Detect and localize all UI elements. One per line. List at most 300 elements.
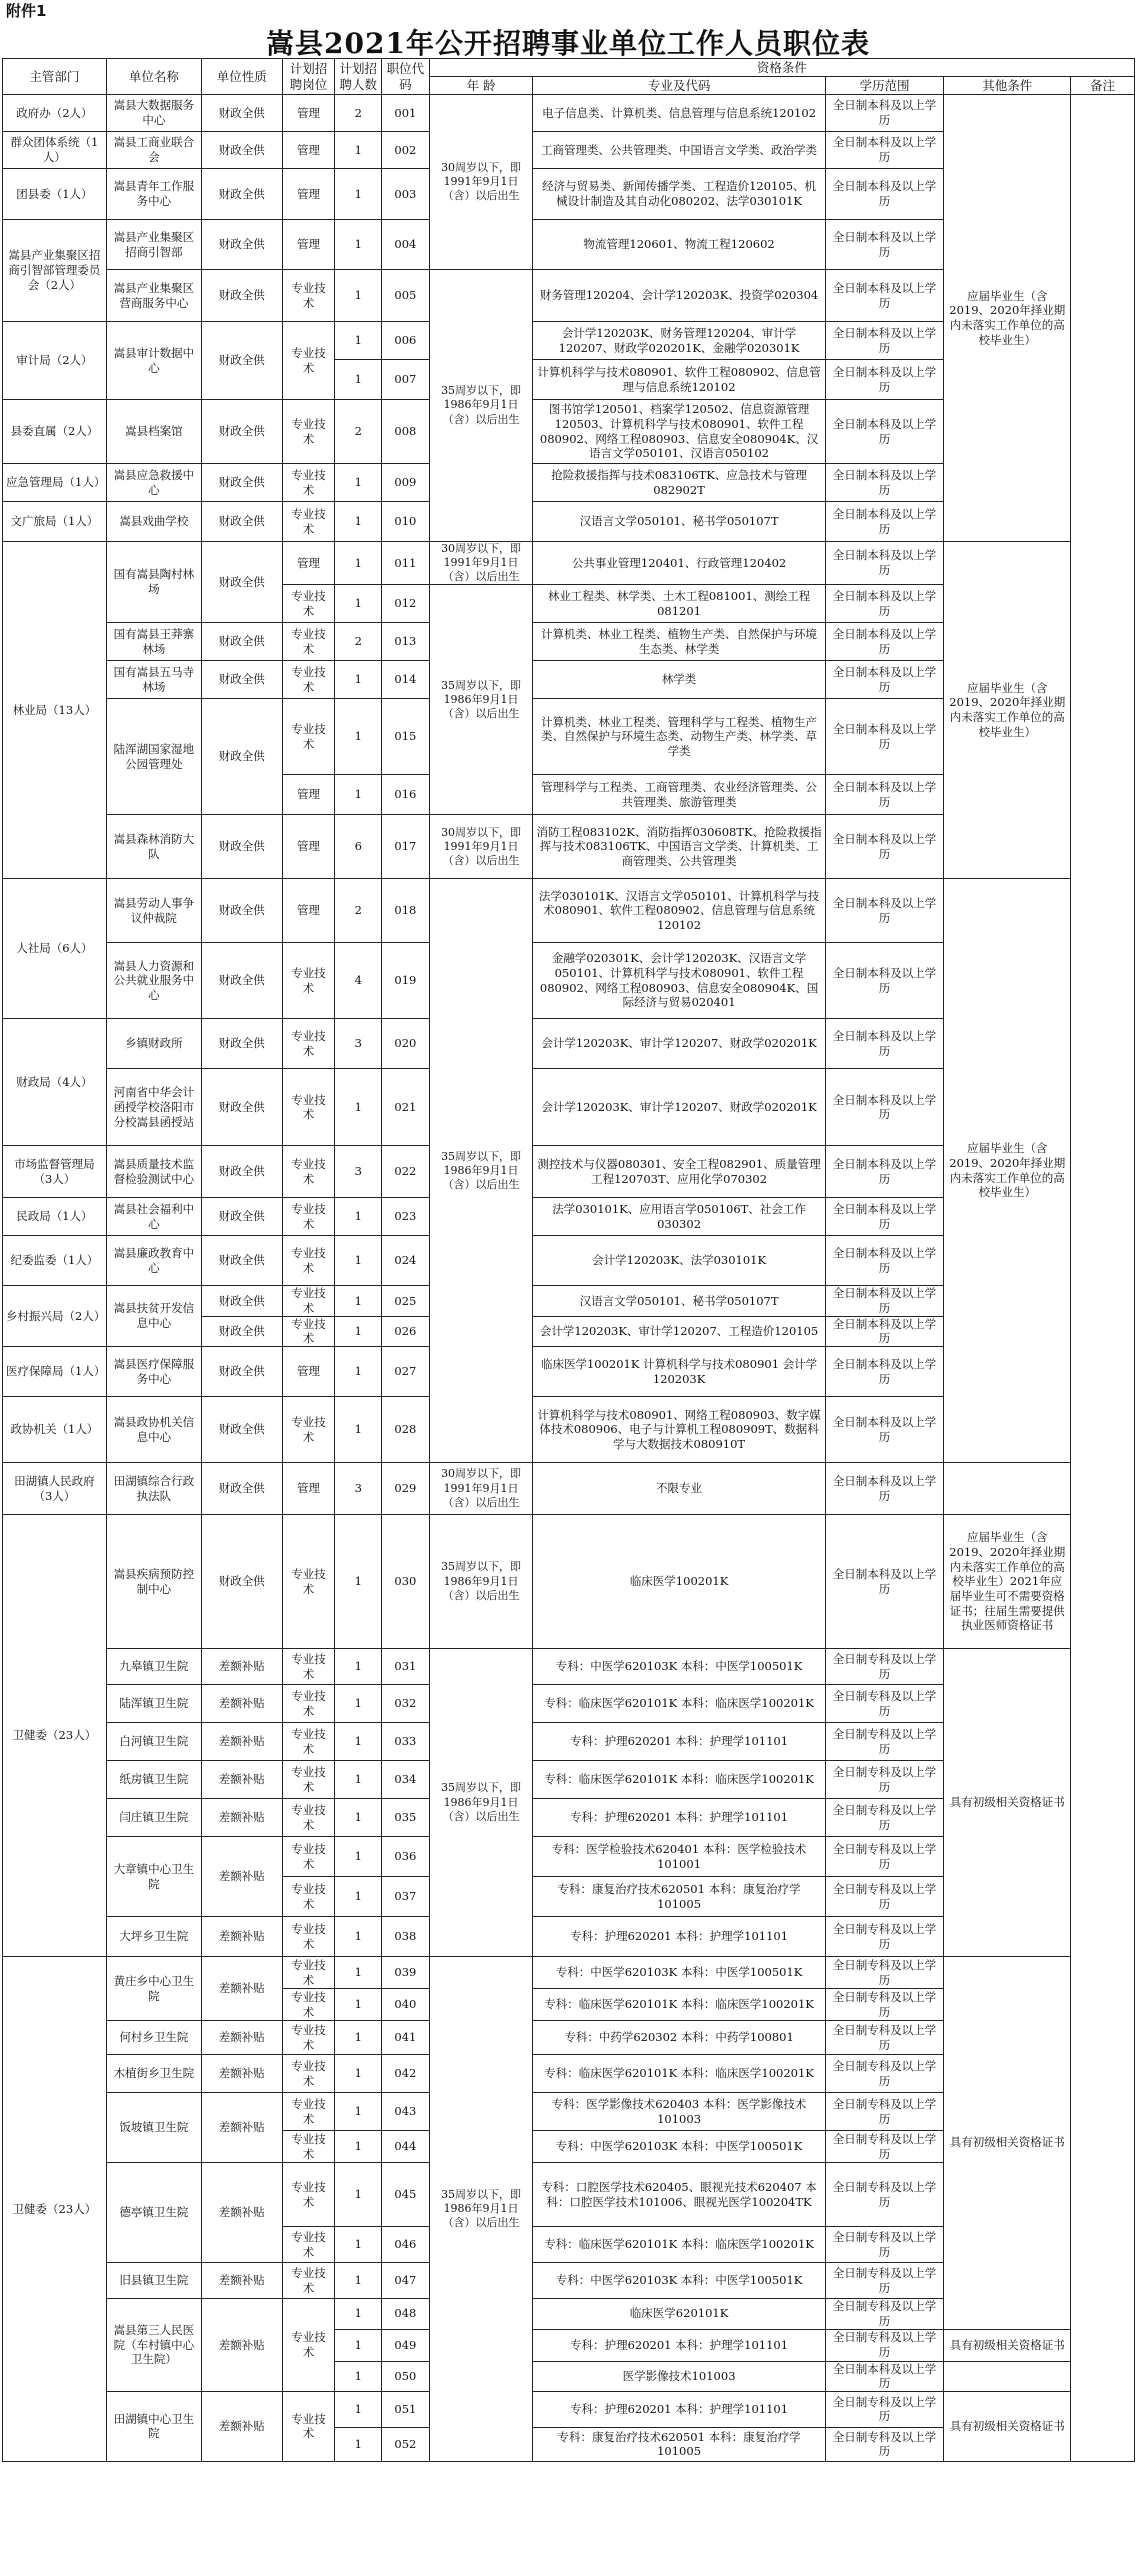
count-cell: 1 [335, 1877, 382, 1917]
dept-cell: 市场监督管理局（3人） [3, 1146, 107, 1198]
code-cell: 041 [382, 2021, 430, 2055]
count-cell: 1 [335, 360, 382, 400]
code-cell: 003 [382, 169, 430, 220]
unit-cell: 何村乡卫生院 [106, 2021, 201, 2055]
nature-cell: 差额补贴 [202, 2055, 282, 2093]
unit-cell: 旧县镇卫生院 [106, 2263, 201, 2299]
post-cell: 专业技术 [282, 1837, 335, 1877]
dept-cell: 群众团体系统（1人） [3, 132, 107, 169]
major-cell: 经济与贸易类、新闻传播学类、工程造价120105、机械设计制造及其自动化080202、法学030101K [533, 169, 825, 220]
nature-cell: 差额补贴 [202, 1799, 282, 1837]
post-cell: 专业技术 [282, 464, 335, 502]
nature-cell: 差额补贴 [202, 2021, 282, 2055]
edu-cell: 全日制专科及以上学历 [825, 2227, 944, 2263]
age-cell: 30周岁以下，即1991年9月1日（含）以后出生 [429, 1463, 533, 1515]
edu-cell: 全日制本科及以上学历 [825, 502, 944, 542]
nature-cell: 财政全供 [202, 464, 282, 502]
code-cell: 021 [382, 1069, 430, 1146]
note-cell [1071, 95, 1135, 2462]
dept-cell: 民政局（1人） [3, 1198, 107, 1236]
edu-cell: 全日制本科及以上学历 [825, 95, 944, 132]
count-cell: 1 [335, 1286, 382, 1316]
code-cell: 022 [382, 1146, 430, 1198]
code-cell: 030 [382, 1515, 430, 1649]
code-cell: 044 [382, 2131, 430, 2163]
nature-cell: 差额补贴 [202, 1917, 282, 1957]
header-edu: 学历范围 [825, 77, 944, 95]
nature-cell: 财政全供 [202, 1347, 282, 1397]
post-cell: 专业技术 [282, 1877, 335, 1917]
post-cell: 专业技术 [282, 1069, 335, 1146]
age-cell: 35周岁以下，即1986年9月1日（含）以后出生 [429, 1649, 533, 1957]
unit-cell: 嵩县产业集聚区招商引智部 [106, 220, 201, 270]
code-cell: 020 [382, 1019, 430, 1069]
count-cell: 2 [335, 623, 382, 661]
major-cell: 专科：医学影像技术620403 本科：医学影像技术101003 [533, 2093, 825, 2131]
unit-cell: 嵩县森林消防大队 [106, 815, 201, 879]
header-nature: 单位性质 [202, 59, 282, 95]
dept-cell: 文广旅局（1人） [3, 502, 107, 542]
edu-cell: 全日制本科及以上学历 [825, 169, 944, 220]
code-cell: 040 [382, 1989, 430, 2021]
unit-cell: 嵩县质量技术监督检验测试中心 [106, 1146, 201, 1198]
code-cell: 009 [382, 464, 430, 502]
edu-cell: 全日制本科及以上学历 [825, 542, 944, 585]
nature-cell: 财政全供 [202, 699, 282, 815]
post-cell: 专业技术 [282, 1761, 335, 1799]
edu-cell: 全日制本科及以上学历 [825, 943, 944, 1019]
dept-cell: 嵩县产业集聚区招商引智部管理委员会（2人） [3, 220, 107, 322]
nature-cell: 财政全供 [202, 1463, 282, 1515]
count-cell: 1 [335, 1957, 382, 1989]
count-cell: 1 [335, 270, 382, 322]
dept-cell: 县委直属（2人） [3, 400, 107, 464]
major-cell: 计算机科学与技术080901、网络工程080903、数字媒体技术080906、电子与计算机工程080909T、数据科学与大数据技术080910T [533, 1397, 825, 1463]
count-cell: 6 [335, 815, 382, 879]
major-cell: 不限专业 [533, 1463, 825, 1515]
major-cell: 专科：康复治疗技术620501 本科：康复治疗学101005 [533, 1877, 825, 1917]
count-cell: 1 [335, 2361, 382, 2391]
count-cell: 1 [335, 775, 382, 815]
unit-cell: 嵩县劳动人事争议仲裁院 [106, 879, 201, 943]
count-cell: 1 [335, 2227, 382, 2263]
edu-cell: 全日制本科及以上学历 [825, 322, 944, 360]
major-cell: 专科：中药学620302 本科：中药学100801 [533, 2021, 825, 2055]
edu-cell: 全日制专科及以上学历 [825, 1761, 944, 1799]
post-cell: 专业技术 [282, 322, 335, 400]
code-cell: 008 [382, 400, 430, 464]
count-cell: 1 [335, 1649, 382, 1685]
unit-cell: 田湖镇综合行政执法队 [106, 1463, 201, 1515]
edu-cell: 全日制专科及以上学历 [825, 2263, 944, 2299]
count-cell: 1 [335, 502, 382, 542]
count-cell: 1 [335, 2329, 382, 2361]
major-cell: 汉语言文学050101、秘书学050107T [533, 502, 825, 542]
count-cell: 1 [335, 2131, 382, 2163]
dept-cell: 应急管理局（1人） [3, 464, 107, 502]
count-cell: 1 [335, 542, 382, 585]
code-cell: 023 [382, 1198, 430, 1236]
major-cell: 财务管理120204、会计学120203K、投资学020304 [533, 270, 825, 322]
major-cell: 林业工程类、林学类、土木工程081001、测绘工程081201 [533, 585, 825, 623]
count-cell: 1 [335, 1397, 382, 1463]
code-cell: 012 [382, 585, 430, 623]
major-cell: 专科：中医学620103K 本科：中医学100501K [533, 1957, 825, 1989]
major-cell: 专科：临床医学620101K 本科：临床医学100201K [533, 1761, 825, 1799]
unit-cell: 嵩县社会福利中心 [106, 1198, 201, 1236]
count-cell: 1 [335, 661, 382, 699]
code-cell: 014 [382, 661, 430, 699]
post-cell: 专业技术 [282, 1515, 335, 1649]
unit-cell: 木植街乡卫生院 [106, 2055, 201, 2093]
nature-cell: 差额补贴 [202, 2299, 282, 2392]
count-cell: 1 [335, 1236, 382, 1286]
post-cell: 专业技术 [282, 1957, 335, 1989]
major-cell: 专科：临床医学620101K 本科：临床医学100201K [533, 2055, 825, 2093]
unit-cell: 国有嵩县王莽寨林场 [106, 623, 201, 661]
count-cell: 1 [335, 2391, 382, 2427]
post-cell: 专业技术 [282, 1316, 335, 1346]
nature-cell: 差额补贴 [202, 2163, 282, 2263]
age-cell: 35周岁以下，即1986年9月1日（含）以后出生 [429, 1957, 533, 2462]
post-cell: 专业技术 [282, 1286, 335, 1316]
nature-cell: 财政全供 [202, 1236, 282, 1286]
code-cell: 011 [382, 542, 430, 585]
other-cell: 应届毕业生（含2019、2020年择业期内未落实工作单位的高校毕业生） [944, 879, 1071, 1463]
count-cell: 2 [335, 400, 382, 464]
major-cell: 公共事业管理120401、行政管理120402 [533, 542, 825, 585]
major-cell: 会计学120203K、审计学120207、财政学020201K [533, 1019, 825, 1069]
nature-cell: 财政全供 [202, 1146, 282, 1198]
dept-cell: 林业局（13人） [3, 542, 107, 879]
code-cell: 032 [382, 1685, 430, 1723]
code-cell: 010 [382, 502, 430, 542]
post-cell: 管理 [282, 1463, 335, 1515]
dept-cell: 政协机关（1人） [3, 1397, 107, 1463]
nature-cell: 财政全供 [202, 400, 282, 464]
nature-cell: 差额补贴 [202, 2263, 282, 2299]
edu-cell: 全日制本科及以上学历 [825, 1347, 944, 1397]
edu-cell: 全日制本科及以上学历 [825, 1316, 944, 1346]
count-cell: 1 [335, 585, 382, 623]
code-cell: 048 [382, 2299, 430, 2329]
edu-cell: 全日制本科及以上学历 [825, 400, 944, 464]
post-cell: 专业技术 [282, 270, 335, 322]
major-cell: 物流管理120601、物流工程120602 [533, 220, 825, 270]
unit-cell: 白河镇卫生院 [106, 1723, 201, 1761]
nature-cell: 差额补贴 [202, 1957, 282, 2021]
count-cell: 4 [335, 943, 382, 1019]
major-cell: 管理科学与工程类、工商管理类、农业经济管理类、公共管理类、旅游管理类 [533, 775, 825, 815]
nature-cell: 财政全供 [202, 661, 282, 699]
post-cell: 专业技术 [282, 623, 335, 661]
unit-cell: 田湖镇中心卫生院 [106, 2391, 201, 2461]
age-cell: 35周岁以下，即1986年9月1日（含）以后出生 [429, 1515, 533, 1649]
age-cell: 35周岁以下，即1986年9月1日（含）以后出生 [429, 270, 533, 542]
post-cell: 专业技术 [282, 400, 335, 464]
header-age: 年 龄 [429, 77, 533, 95]
count-cell: 1 [335, 1761, 382, 1799]
code-cell: 016 [382, 775, 430, 815]
count-cell: 1 [335, 1515, 382, 1649]
code-cell: 037 [382, 1877, 430, 1917]
unit-cell: 嵩县工商业联合会 [106, 132, 201, 169]
other-cell: 应届毕业生（含2019、2020年择业期内未落实工作单位的高校毕业生） [944, 542, 1071, 879]
age-cell: 30周岁以下，即1991年9月1日（含）以后出生 [429, 542, 533, 585]
major-cell: 计算机类、林业工程类、植物生产类、自然保护与环境生态类、林学类 [533, 623, 825, 661]
major-cell: 专科：临床医学620101K 本科：临床医学100201K [533, 2227, 825, 2263]
count-cell: 1 [335, 1723, 382, 1761]
code-cell: 034 [382, 1761, 430, 1799]
post-cell: 专业技术 [282, 1649, 335, 1685]
code-cell: 005 [382, 270, 430, 322]
major-cell: 临床医学100201K [533, 1515, 825, 1649]
post-cell: 专业技术 [282, 1723, 335, 1761]
count-cell: 1 [335, 2021, 382, 2055]
edu-cell: 全日制专科及以上学历 [825, 1989, 944, 2021]
count-cell: 1 [335, 322, 382, 360]
unit-cell: 纸房镇卫生院 [106, 1761, 201, 1799]
edu-cell: 全日制专科及以上学历 [825, 2055, 944, 2093]
edu-cell: 全日制专科及以上学历 [825, 1723, 944, 1761]
post-cell: 专业技术 [282, 1019, 335, 1069]
major-cell: 电子信息类、计算机类、信息管理与信息系统120102 [533, 95, 825, 132]
nature-cell: 财政全供 [202, 1286, 282, 1316]
unit-cell: 嵩县应急救援中心 [106, 464, 201, 502]
post-cell: 管理 [282, 132, 335, 169]
count-cell: 1 [335, 1069, 382, 1146]
edu-cell: 全日制专科及以上学历 [825, 2163, 944, 2227]
unit-cell: 德亭镇卫生院 [106, 2163, 201, 2263]
edu-cell: 全日制本科及以上学历 [825, 220, 944, 270]
code-cell: 050 [382, 2361, 430, 2391]
code-cell: 028 [382, 1397, 430, 1463]
dept-cell: 卫健委（23人） [3, 1515, 107, 1957]
edu-cell: 全日制专科及以上学历 [825, 1649, 944, 1685]
code-cell: 004 [382, 220, 430, 270]
unit-cell: 陆浑湖国家湿地公园管理处 [106, 699, 201, 815]
major-cell: 会计学120203K、法学030101K [533, 1236, 825, 1286]
code-cell: 024 [382, 1236, 430, 1286]
major-cell: 专科：口腔医学技术620405、眼视光技术620407 本科：口腔医学技术101006、眼视光医学100204TK [533, 2163, 825, 2227]
code-cell: 043 [382, 2093, 430, 2131]
major-cell: 林学类 [533, 661, 825, 699]
post-cell: 专业技术 [282, 1799, 335, 1837]
code-cell: 047 [382, 2263, 430, 2299]
unit-cell: 国有嵩县陶村林场 [106, 542, 201, 623]
code-cell: 042 [382, 2055, 430, 2093]
code-cell: 015 [382, 699, 430, 775]
count-cell: 3 [335, 1019, 382, 1069]
header-dept: 主管部门 [3, 59, 107, 95]
code-cell: 046 [382, 2227, 430, 2263]
dept-cell: 审计局（2人） [3, 322, 107, 400]
code-cell: 002 [382, 132, 430, 169]
dept-cell: 乡村振兴局（2人） [3, 1286, 107, 1347]
code-cell: 039 [382, 1957, 430, 1989]
unit-cell: 饭坡镇卫生院 [106, 2093, 201, 2163]
major-cell: 计算机科学与技术080901、软件工程080902、信息管理与信息系统120102 [533, 360, 825, 400]
major-cell: 计算机类、林业工程类、管理科学与工程类、植物生产类、自然保护与环境生态类、动物生产类、林学类、草学类 [533, 699, 825, 775]
unit-cell: 大章镇中心卫生院 [106, 1837, 201, 1917]
count-cell: 1 [335, 1799, 382, 1837]
major-cell: 工商管理类、公共管理类、中国语言文学类、政治学类 [533, 132, 825, 169]
dept-cell: 财政局（4人） [3, 1019, 107, 1146]
unit-cell: 嵩县产业集聚区营商服务中心 [106, 270, 201, 322]
nature-cell: 差额补贴 [202, 2093, 282, 2163]
post-cell: 专业技术 [282, 2093, 335, 2131]
code-cell: 026 [382, 1316, 430, 1346]
nature-cell: 差额补贴 [202, 1837, 282, 1917]
code-cell: 051 [382, 2391, 430, 2427]
code-cell: 031 [382, 1649, 430, 1685]
nature-cell: 财政全供 [202, 1515, 282, 1649]
major-cell: 专科：中医学620103K 本科：中医学100501K [533, 2131, 825, 2163]
count-cell: 2 [335, 879, 382, 943]
major-cell: 专科：临床医学620101K 本科：临床医学100201K [533, 1685, 825, 1723]
major-cell: 专科：护理620201 本科：护理学101101 [533, 2391, 825, 2427]
nature-cell: 财政全供 [202, 95, 282, 132]
count-cell: 1 [335, 2263, 382, 2299]
nature-cell: 财政全供 [202, 1397, 282, 1463]
edu-cell: 全日制本科及以上学历 [825, 699, 944, 775]
count-cell: 1 [335, 699, 382, 775]
count-cell: 1 [335, 132, 382, 169]
count-cell: 3 [335, 1146, 382, 1198]
post-cell: 专业技术 [282, 1146, 335, 1198]
nature-cell: 财政全供 [202, 220, 282, 270]
header-qual: 资格条件 [429, 59, 1134, 77]
major-cell: 法学030101K、应用语言学050106T、社会工作030302 [533, 1198, 825, 1236]
major-cell: 金融学020301K、会计学120203K、汉语言文学050101、计算机科学与技术080901、软件工程080902、网络工程080903、信息安全080904K、国际经济与贸易020401 [533, 943, 825, 1019]
count-cell: 1 [335, 2299, 382, 2329]
edu-cell: 全日制本科及以上学历 [825, 815, 944, 879]
unit-cell: 嵩县扶贫开发信息中心 [106, 1286, 201, 1347]
edu-cell: 全日制本科及以上学历 [825, 1198, 944, 1236]
edu-cell: 全日制本科及以上学历 [825, 585, 944, 623]
major-cell: 专科：护理620201 本科：护理学101101 [533, 1799, 825, 1837]
nature-cell: 财政全供 [202, 815, 282, 879]
age-cell: 35周岁以下，即1986年9月1日（含）以后出生 [429, 585, 533, 815]
header-unit: 单位名称 [106, 59, 201, 95]
unit-cell: 嵩县政协机关信息中心 [106, 1397, 201, 1463]
nature-cell: 财政全供 [202, 943, 282, 1019]
nature-cell: 差额补贴 [202, 1649, 282, 1685]
major-cell: 消防工程083102K、消防指挥030608TK、抢险救援指挥与技术083106TK、中国语言文学类、计算机类、工商管理类、公共管理类 [533, 815, 825, 879]
edu-cell: 全日制本科及以上学历 [825, 661, 944, 699]
age-cell: 35周岁以下，即1986年9月1日（含）以后出生 [429, 879, 533, 1463]
major-cell: 专科：中医学620103K 本科：中医学100501K [533, 1649, 825, 1685]
code-cell: 013 [382, 623, 430, 661]
post-cell: 管理 [282, 775, 335, 815]
count-cell: 1 [335, 1198, 382, 1236]
post-cell: 专业技术 [282, 585, 335, 623]
nature-cell: 差额补贴 [202, 1685, 282, 1723]
major-cell: 专科：护理620201 本科：护理学101101 [533, 2329, 825, 2361]
dept-cell: 田湖镇人民政府（3人） [3, 1463, 107, 1515]
nature-cell: 财政全供 [202, 879, 282, 943]
post-cell: 管理 [282, 95, 335, 132]
post-cell: 管理 [282, 1347, 335, 1397]
major-cell: 会计学120203K、审计学120207、工程造价120105 [533, 1316, 825, 1346]
post-cell: 专业技术 [282, 1198, 335, 1236]
edu-cell: 全日制专科及以上学历 [825, 1837, 944, 1877]
nature-cell: 差额补贴 [202, 1723, 282, 1761]
edu-cell: 全日制本科及以上学历 [825, 1236, 944, 1286]
code-cell: 017 [382, 815, 430, 879]
edu-cell: 全日制本科及以上学历 [825, 2361, 944, 2391]
post-cell: 专业技术 [282, 2055, 335, 2093]
count-cell: 1 [335, 2093, 382, 2131]
post-cell: 专业技术 [282, 1917, 335, 1957]
header-count: 计划招聘人数 [335, 59, 382, 95]
count-cell: 1 [335, 1316, 382, 1346]
edu-cell: 全日制专科及以上学历 [825, 1799, 944, 1837]
edu-cell: 全日制本科及以上学历 [825, 132, 944, 169]
nature-cell: 财政全供 [202, 1198, 282, 1236]
other-cell: 应届毕业生（含2019、2020年择业期内未落实工作单位的高校毕业生）2021年应届毕业生可不需要资格证书；往届生需要提供执业医师资格证书 [944, 1515, 1071, 1649]
nature-cell: 财政全供 [202, 542, 282, 623]
count-cell: 1 [335, 1989, 382, 2021]
edu-cell: 全日制本科及以上学历 [825, 1019, 944, 1069]
edu-cell: 全日制本科及以上学历 [825, 623, 944, 661]
major-cell: 图书馆学120501、档案学120502、信息资源管理120503、计算机科学与技术080901、软件工程080902、网络工程080903、信息安全080904K、汉语言文学050101、汉语言050102 [533, 400, 825, 464]
code-cell: 033 [382, 1723, 430, 1761]
major-cell: 汉语言文学050101、秘书学050107T [533, 1286, 825, 1316]
dept-cell: 卫健委（23人） [3, 1957, 107, 2462]
header-post: 计划招聘岗位 [282, 59, 335, 95]
nature-cell: 财政全供 [202, 322, 282, 400]
count-cell: 1 [335, 2055, 382, 2093]
nature-cell: 财政全供 [202, 1316, 282, 1346]
major-cell: 专科：中医学620103K 本科：中医学100501K [533, 2263, 825, 2299]
count-cell: 1 [335, 220, 382, 270]
unit-cell: 嵩县大数据服务中心 [106, 95, 201, 132]
code-cell: 018 [382, 879, 430, 943]
major-cell: 临床医学100201K 计算机科学与技术080901 会计学120203K [533, 1347, 825, 1397]
major-cell: 会计学120203K、财务管理120204、审计学120207、财政学020201K、金融学020301K [533, 322, 825, 360]
code-cell: 027 [382, 1347, 430, 1397]
count-cell: 1 [335, 1917, 382, 1957]
post-cell: 专业技术 [282, 2263, 335, 2299]
edu-cell: 全日制专科及以上学历 [825, 1877, 944, 1917]
job-positions-table [2, 58, 1135, 2462]
edu-cell: 全日制专科及以上学历 [825, 1685, 944, 1723]
nature-cell: 财政全供 [202, 623, 282, 661]
attachment-label: 附件1 [6, 2, 47, 20]
unit-cell: 嵩县疾病预防控制中心 [106, 1515, 201, 1649]
edu-cell: 全日制本科及以上学历 [825, 879, 944, 943]
major-cell: 专科：康复治疗技术620501 本科：康复治疗学101005 [533, 2427, 825, 2461]
unit-cell: 嵩县档案馆 [106, 400, 201, 464]
post-cell: 专业技术 [282, 2163, 335, 2227]
post-cell: 专业技术 [282, 2299, 335, 2392]
post-cell: 专业技术 [282, 1685, 335, 1723]
code-cell: 006 [382, 322, 430, 360]
post-cell: 专业技术 [282, 699, 335, 775]
nature-cell: 财政全供 [202, 132, 282, 169]
nature-cell: 财政全供 [202, 502, 282, 542]
post-cell: 专业技术 [282, 1397, 335, 1463]
unit-cell: 河南省中华会计函授学校洛阳市分校嵩县函授站 [106, 1069, 201, 1146]
code-cell: 007 [382, 360, 430, 400]
other-cell: 具有初级相关资格证书 [944, 1649, 1071, 1957]
major-cell: 测控技术与仪器080301、安全工程082901、质量管理工程120703T、应用化学070302 [533, 1146, 825, 1198]
major-cell: 专科：护理620201 本科：护理学101101 [533, 1917, 825, 1957]
unit-cell: 九皋镇卫生院 [106, 1649, 201, 1685]
nature-cell: 财政全供 [202, 1069, 282, 1146]
unit-cell: 嵩县第三人民医院（车村镇中心卫生院） [106, 2299, 201, 2392]
